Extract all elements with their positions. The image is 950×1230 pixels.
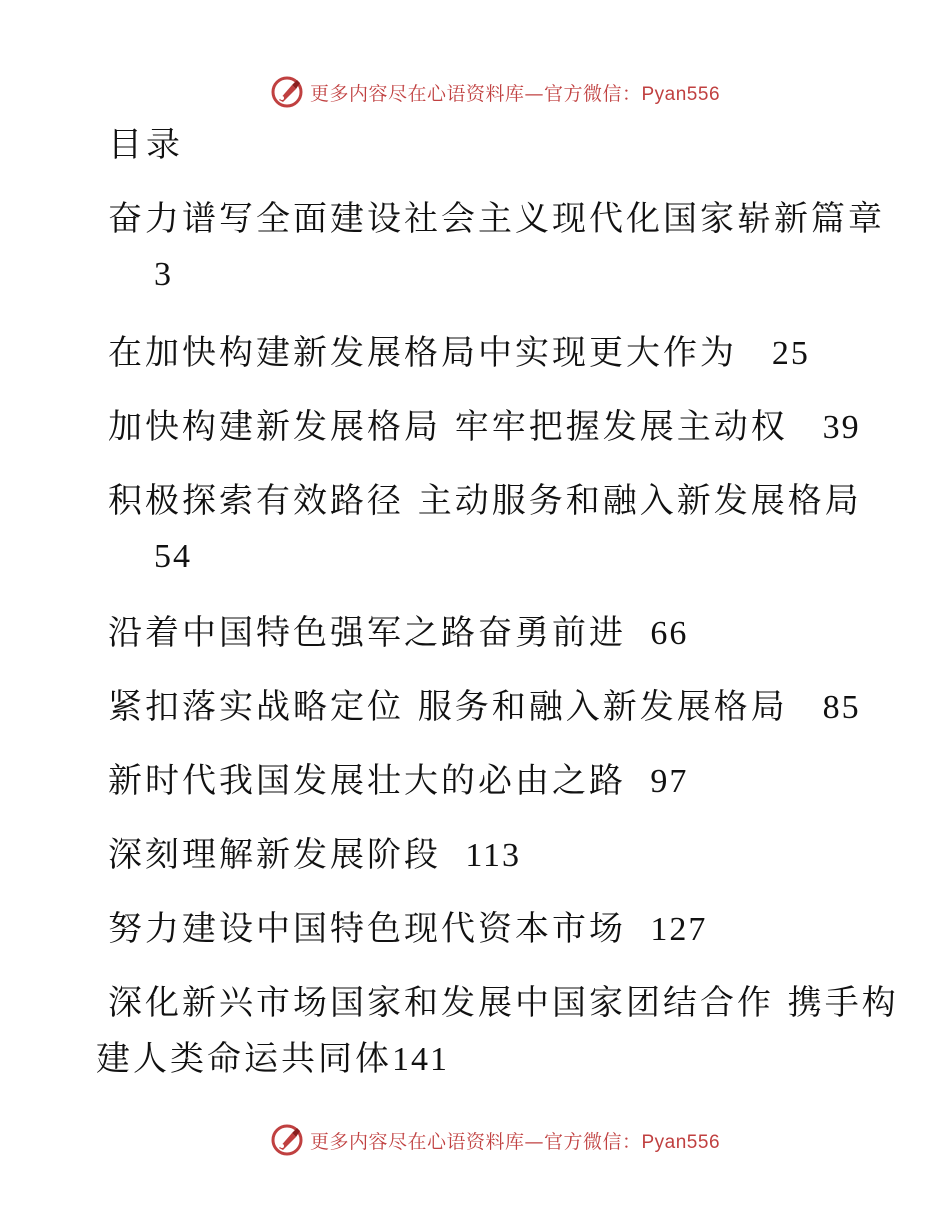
toc-entry[interactable] <box>108 830 521 881</box>
toc-entry-page: 85 <box>822 689 861 726</box>
toc-entry[interactable] <box>108 904 707 955</box>
toc-entry-title: 奋力谱写全面建设社会主义现代化国家崭新篇章 <box>108 199 885 239</box>
pen-logo-icon <box>270 1123 304 1157</box>
toc-entry-title: 新时代我国发展壮大的必由之路 <box>108 761 626 801</box>
toc-entry-title-line1: 深化新兴市场国家和发展中国家团结合作 携手构 <box>108 983 899 1023</box>
toc-entry-title: 紧扣落实战略定位 服务和融入新发展格局 <box>108 687 788 727</box>
wechat-account: Pyan556 <box>641 1131 721 1153</box>
toc-entry-page: 25 <box>771 335 810 372</box>
toc-entry-title: 加快构建新发展格局 牢牢把握发展主动权 <box>108 407 788 447</box>
toc-entry-page: 66 <box>650 615 689 652</box>
toc-entry[interactable] <box>108 608 688 659</box>
toc-entry-page: 97 <box>650 763 689 800</box>
footer-banner <box>0 1120 950 1160</box>
toc-entry-page: 3 <box>154 256 173 293</box>
wechat-account: Pyan556 <box>641 83 721 105</box>
toc-entry-page: 54 <box>154 538 192 575</box>
toc-entry[interactable] <box>108 682 861 733</box>
header-banner <box>0 72 950 112</box>
toc-entry[interactable] <box>108 476 862 575</box>
toc-entry-title-line2: 建人类命运共同体141 <box>96 1039 449 1079</box>
toc-entry[interactable] <box>108 328 810 379</box>
banner-text: 更多内容尽在心语资料库—官方微信：Pyan556 <box>309 82 721 105</box>
toc-entry-title: 深刻理解新发展阶段 <box>108 835 441 875</box>
toc-entry-page: 141 <box>392 1041 449 1078</box>
toc-entry[interactable] <box>108 402 861 453</box>
toc-entry[interactable] <box>108 194 885 293</box>
toc-entry-page: 113 <box>465 837 522 874</box>
toc-entry-title: 沿着中国特色强军之路奋勇前进 <box>108 613 626 653</box>
toc-entry[interactable] <box>96 978 899 1079</box>
pen-logo-icon <box>270 75 304 109</box>
toc-entry-title: 积极探索有效路径 主动服务和融入新发展格局 <box>108 481 862 521</box>
toc-title: 目录 <box>108 125 184 165</box>
toc-entry-title: 努力建设中国特色现代资本市场 <box>108 909 626 949</box>
toc-entry[interactable] <box>108 756 688 807</box>
toc-entry-page: 39 <box>822 409 861 446</box>
toc-entry-page: 127 <box>650 911 708 948</box>
banner-text: 更多内容尽在心语资料库—官方微信：Pyan556 <box>309 1130 721 1153</box>
toc-entry-title: 在加快构建新发展格局中实现更大作为 <box>108 333 737 373</box>
